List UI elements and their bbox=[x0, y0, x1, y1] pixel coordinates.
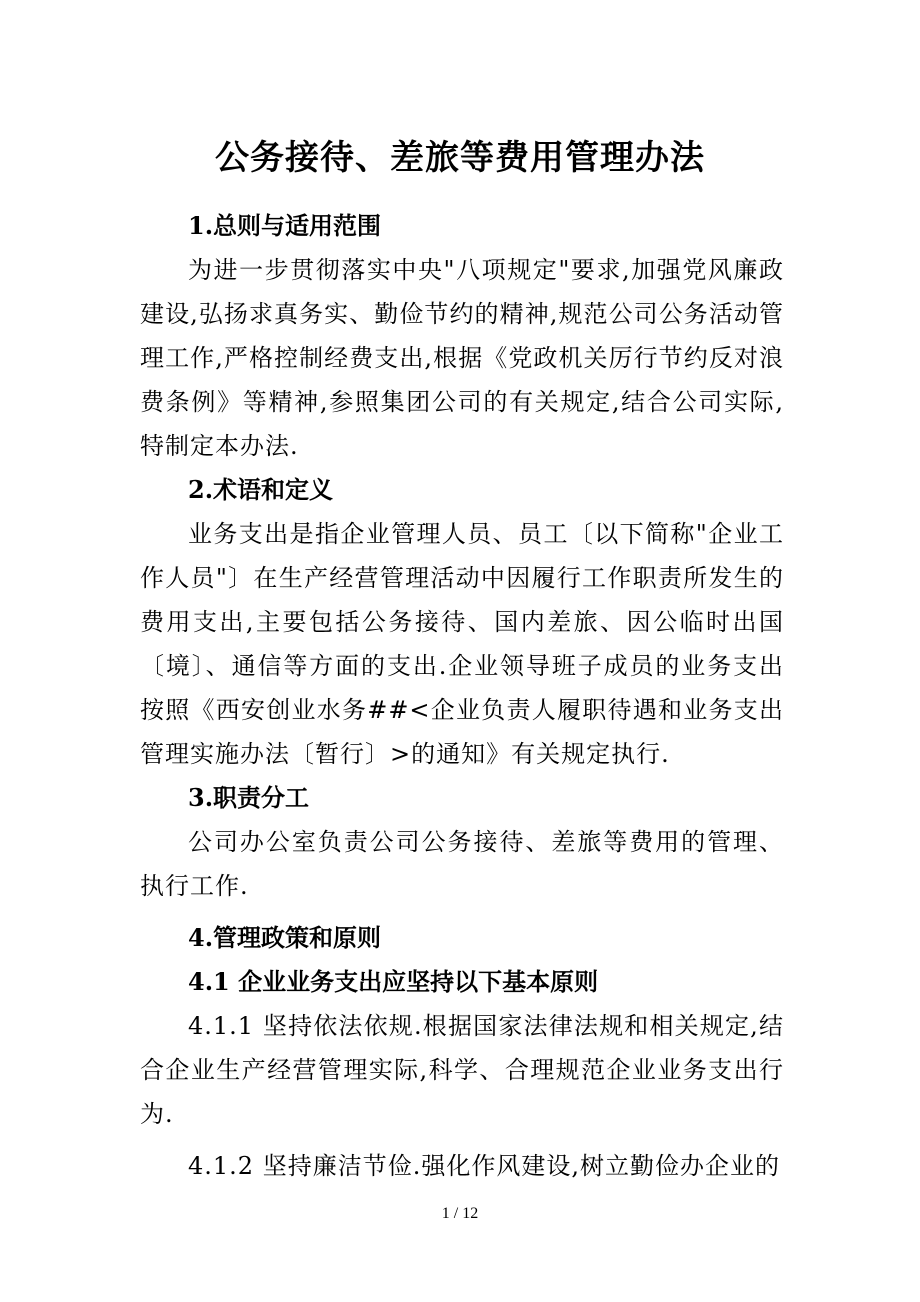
document-title: 公务接待、差旅等费用管理办法 bbox=[215, 138, 705, 178]
page-number: 1 / 12 bbox=[441, 1205, 479, 1222]
document-body bbox=[140, 204, 784, 1188]
section-heading-duties: 3.职责分工 bbox=[188, 783, 310, 812]
section-heading-policy: 4.管理政策和原则 bbox=[188, 923, 382, 952]
section-heading-general: 1.总则与适用范围 bbox=[188, 211, 382, 240]
paragraph-principle-2: 4.1.2 坚持廉洁节俭.强化作风建设,树立勤俭办企业的 bbox=[188, 1152, 780, 1180]
paragraph-principle-1: 4.1.1 坚持依法依规.根据国家法律法规和相关规定,结合企业生产经营管理实际,科学、合理规范企业业务支出行为. bbox=[140, 1012, 784, 1128]
paragraph-duties: 公司办公室负责公司公务接待、差旅等费用的管理、执行工作. bbox=[140, 828, 784, 900]
section-heading-terms: 2.术语和定义 bbox=[188, 475, 334, 504]
subsection-heading-principles: 4.1 企业业务支出应坚持以下基本原则 bbox=[188, 967, 599, 996]
paragraph-terms: 业务支出是指企业管理人员、员工〔以下简称"企业工作人员"〕在生产经营管理活动中因履行工作职责所发生的费用支出,主要包括公务接待、国内差旅、因公临时出国〔境〕、通信等方面的支出.企业领导班子成员的业务支出按照《西安创业水务##<企业负责人履职待遇和业务支出管理实施办法〔暂行〕>的通知》有关规定执行. bbox=[140, 520, 784, 768]
paragraph-general: 为进一步贯彻落实中央"八项规定"要求,加强党风廉政建设,弘扬求真务实、勤俭节约的精神,规范公司公务活动管理工作,严格控制经费支出,根据《党政机关厉行节约反对浪费条例》等精神,参照集团公司的有关规定,结合公司实际,特制定本办法. bbox=[140, 256, 784, 460]
